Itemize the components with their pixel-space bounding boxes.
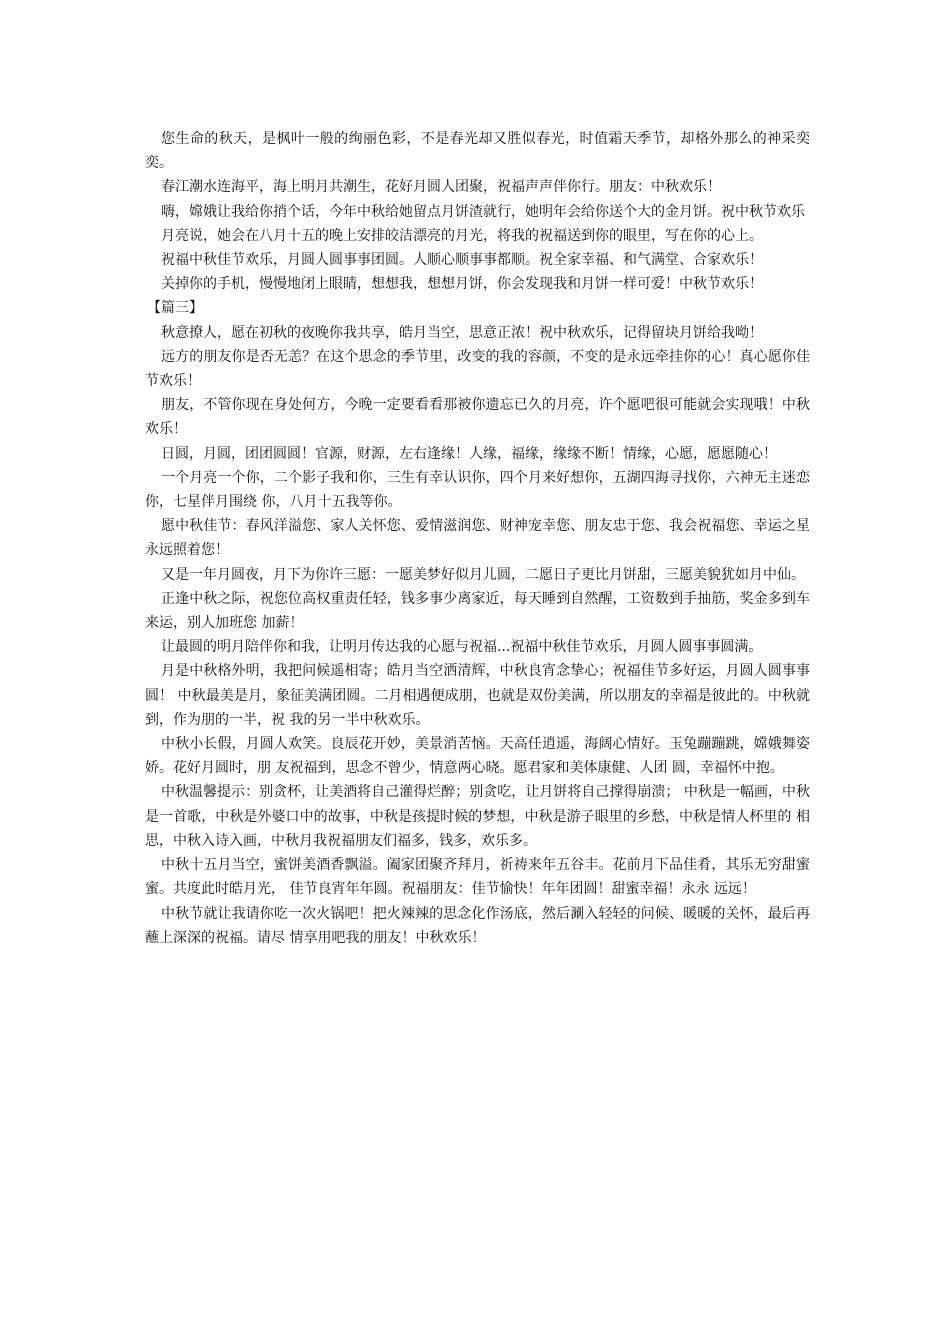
paragraph: 正逢中秋之际，祝您位高权重责任轻，钱多事少离家近，每天睡到自然醒，工资数到手抽筋，奖金多到车来运，别人加班您 加薪！ <box>145 590 810 632</box>
paragraph: 日圆，月圆，团团圆圆！官源，财源，左右逢缘！人缘，福缘，缘缘不断！情缘，心愿，愿愿随心！ <box>161 445 777 462</box>
paragraph: 愿中秋佳节：春风洋溢您、家人关怀您、爱情滋润您、财神宠幸您、朋友忠于您、我会祝福您、幸运之星永远照着您！ <box>145 518 810 559</box>
paragraph: 又是一年月圆夜，月下为你许三愿：一愿美梦好似月儿圆，二愿日子更比月饼甜，三愿美貌犹如月中仙。 <box>161 566 805 583</box>
paragraph: 您生命的秋天，是枫叶一般的绚丽色彩，不是春光却又胜似春光，时值霜天季节，却格外那么的神采奕奕。 <box>145 131 810 172</box>
paragraph: 嗨，嫦娥让我给你捎个话，今年中秋给她留点月饼渣就行，她明年会给你送个大的金月饼。祝中秋节欢乐 <box>161 203 805 220</box>
section-heading: 【篇三】 <box>147 300 203 317</box>
paragraph: 中秋温馨提示：别贪杯，让美酒将自己灌得烂醉；别贪吃，让月饼将自己撑得崩溃； 中秋是一幅画，中秋是一首歌，中秋是外婆口中的故事，中秋是孩提时候的梦想，中秋是游子眼里的乡愁，中秋是情人杯里的 相思，中秋入诗入画，中秋月我祝福朋友们福多，钱多，欢乐多。 <box>145 784 810 849</box>
paragraph: 关掉你的手机，慢慢地闭上眼睛，想想我，想想月饼，你会发现我和月饼一样可爱！中秋节欢乐！ <box>161 276 763 293</box>
paragraph: 让最圆的明月陪伴你和我，让明月传达我的心愿与祝福...祝福中秋佳节欢乐，月圆人圆事事圆满。 <box>161 639 763 656</box>
paragraph: 秋意撩人，愿在初秋的夜晚你我共享，皓月当空，思意正浓！祝中秋欢乐，记得留块月饼给我呦！ <box>161 324 763 341</box>
paragraph: 中秋小长假，月圆人欢笑。良辰花开妙，美景消苦恼。天高任逍遥，海阔心情好。玉兔蹦蹦跳，嫦娥舞姿娇。花好月圆时，朋 友祝福到，思念不曾少，情意两心晓。愿君家和美体康健、人团 圆，幸福怀中抱。 <box>145 736 810 777</box>
paragraph: 朋友，不管你现在身处何方，今晚一定要看看那被你遗忘已久的月亮，许个愿吧很可能就会实现哦！中秋欢乐！ <box>145 397 810 438</box>
paragraph: 春江潮水连海平，海上明月共潮生，花好月圆人团聚，祝福声声伴你行。朋友：中秋欢乐！ <box>161 179 721 196</box>
paragraph: 一个月亮一个你，二个影子我和你，三生有幸认识你，四个月来好想你，五湖四海寻找你，六神无主迷恋你，七星伴月围绕 你，八月十五我等你。 <box>145 469 810 511</box>
paragraph: 祝福中秋佳节欢乐，月圆人圆事事团圆。人顺心顺事事都顺。祝全家幸福、和气满堂、合家欢乐！ <box>161 252 763 269</box>
paragraph: 中秋十五月当空，蜜饼美酒香飘溢。阖家团聚齐拜月，祈祷来年五谷丰。花前月下品佳肴，其乐无穷甜蜜蜜。共度此时皓月光， 佳节良宵年年圆。祝福朋友：佳节愉快！年年团圆！甜蜜幸福！永永 远远！ <box>145 857 810 898</box>
paragraph: 月亮说，她会在八月十五的晚上安排皎洁漂亮的月光，将我的祝福送到你的眼里，写在你的心上。 <box>161 227 763 244</box>
paragraph: 中秋节就让我请你吃一次火锅吧！把火辣辣的思念化作汤底，然后涮入轻轻的问候、暖暖的关怀，最后再蘸上深深的祝福。请尽 情享用吧我的朋友！中秋欢乐！ <box>145 905 810 946</box>
paragraph: 远方的朋友你是否无恙？在这个思念的季节里，改变的我的容颜，不变的是永远牵挂你的心！真心愿你佳节欢乐！ <box>145 348 810 390</box>
document-body <box>145 127 810 950</box>
paragraph: 月是中秋格外明，我把问候遥相寄；皓月当空洒清辉，中秋良宵念挚心；祝福佳节多好运，月圆人圆事事圆！ 中秋最美是月，象征美满团圆。二月相遇便成朋，也就是双份美满，所以朋友的幸福是彼此的。中秋就到，作为朋的一半，祝 我的另一半中秋欢乐。 <box>145 663 810 728</box>
